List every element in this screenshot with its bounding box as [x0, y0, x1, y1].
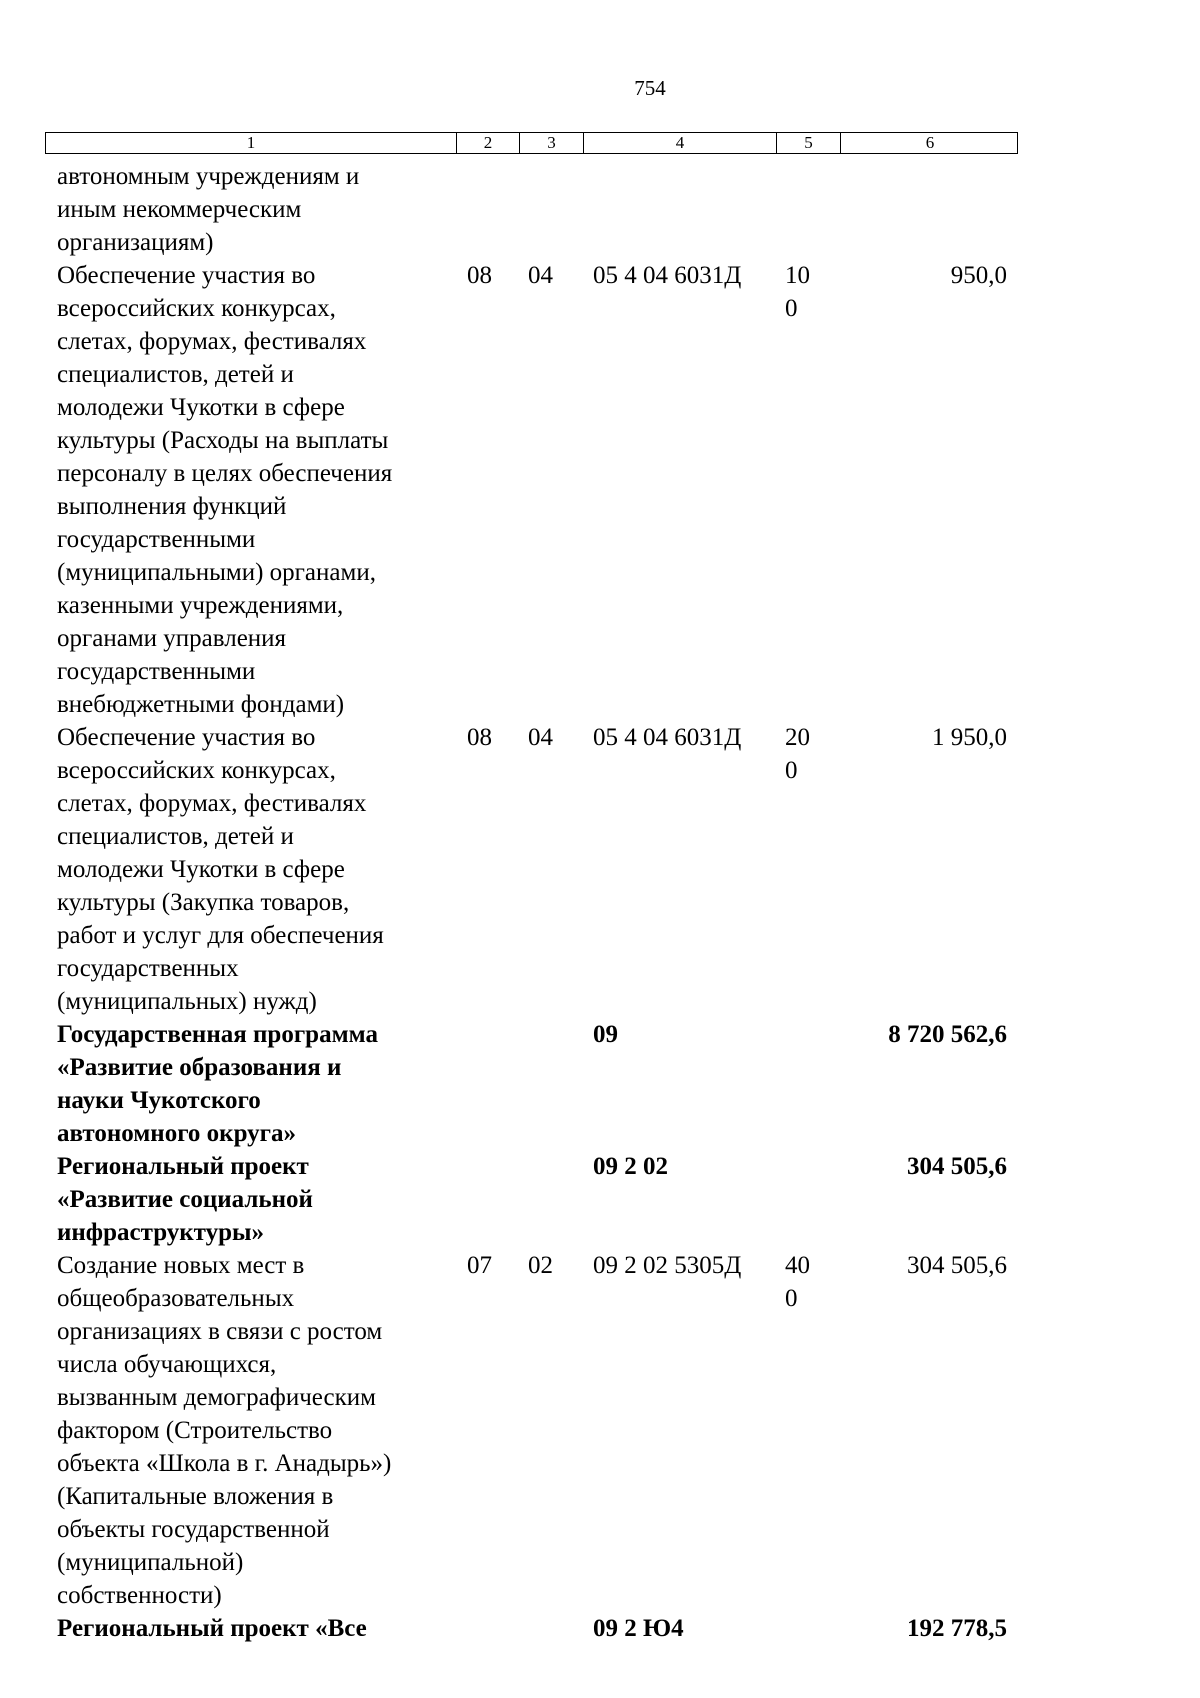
table-header-row [45, 132, 1018, 154]
row-subsection [518, 1612, 582, 1645]
row-name: Обеспечение участия во всероссийских конкурсах, слетах, форумах, фестивалях специалистов, детей и молодежи Чукотки в сфере культуры (Расходы на выплаты персоналу в целях обеспечения выполнения функций государственными (муниципальными) органами, казенными учреждениями, органами управления государственными внебюджетными фондами) [57, 262, 393, 718]
row-target-article: 09 2 Ю4 [593, 1615, 684, 1642]
row-subsection: 02 [528, 1252, 553, 1279]
row-name: Создание новых мест в общеобразовательных организациях в связи с ростом числа обучающихся, вызванным демографическим фактором (Строительство объекта «Школа в г. Анадырь») (Капитальные вложения в объекты государственной (муниципальной) собственности) [57, 1252, 392, 1609]
table-row [45, 1249, 1018, 1612]
table-row [45, 160, 1018, 259]
row-target-article: 09 [593, 1021, 618, 1048]
row-section: 08 [467, 724, 492, 751]
row-section [455, 1612, 518, 1645]
row-expense-type [775, 1150, 839, 1249]
row-subsection: 04 [528, 262, 553, 289]
row-section [455, 1150, 518, 1249]
row-section: 07 [467, 1252, 492, 1279]
page-number: 754 [634, 76, 666, 100]
row-expense-type: 20 0 [785, 724, 810, 784]
row-amount: 8 720 562,6 [888, 1021, 1007, 1048]
row-expense-type [775, 160, 839, 259]
row-section: 08 [467, 262, 492, 289]
row-target-article: 09 2 02 [593, 1153, 668, 1180]
table-row [45, 721, 1018, 1018]
row-section [455, 1018, 518, 1150]
table-row [45, 1150, 1018, 1249]
row-name: Региональный проект «Развитие социальной инфраструктуры» [57, 1153, 313, 1246]
header-col-4: 4 [583, 133, 776, 153]
header-col-5: 5 [776, 133, 840, 153]
table-row [45, 1612, 1018, 1645]
table-row [45, 1018, 1018, 1150]
row-amount: 304 505,6 [907, 1153, 1007, 1180]
row-target-article: 09 2 02 5305Д [593, 1252, 742, 1279]
row-expense-type [775, 1612, 839, 1645]
row-name: Государственная программа «Развитие образования и науки Чукотского автономного округа» [57, 1021, 378, 1147]
row-name: Региональный проект «Все [57, 1615, 367, 1642]
header-col-3: 3 [519, 133, 583, 153]
row-expense-type: 40 0 [785, 1252, 810, 1312]
table-body [45, 160, 1018, 1645]
row-amount: 950,0 [950, 262, 1007, 289]
row-amount: 1 950,0 [932, 724, 1007, 751]
header-col-1: 1 [246, 133, 256, 152]
row-expense-type: 10 0 [785, 262, 810, 322]
row-amount: 304 505,6 [907, 1252, 1007, 1279]
row-target-article: 05 4 04 6031Д [593, 724, 742, 751]
row-subsection [518, 1150, 582, 1249]
row-expense-type [775, 1018, 839, 1150]
row-target-article: 05 4 04 6031Д [593, 262, 742, 289]
row-amount: 192 778,5 [907, 1615, 1007, 1642]
row-name: автономным учреждениям и иным некоммерческим организациям) [57, 163, 360, 256]
row-subsection [518, 1018, 582, 1150]
row-name: Обеспечение участия во всероссийских конкурсах, слетах, форумах, фестивалях специалистов, детей и молодежи Чукотки в сфере культуры (Закупка товаров, работ и услуг для обеспечения государственных (муниципальных) нужд) [57, 724, 384, 1015]
row-subsection: 04 [528, 724, 553, 751]
header-col-6: 6 [840, 133, 1019, 153]
row-target-article [582, 160, 775, 259]
table-row [45, 259, 1018, 721]
row-amount [839, 160, 1018, 259]
row-section [455, 160, 518, 259]
header-col-2: 2 [456, 133, 519, 153]
row-subsection [518, 160, 582, 259]
